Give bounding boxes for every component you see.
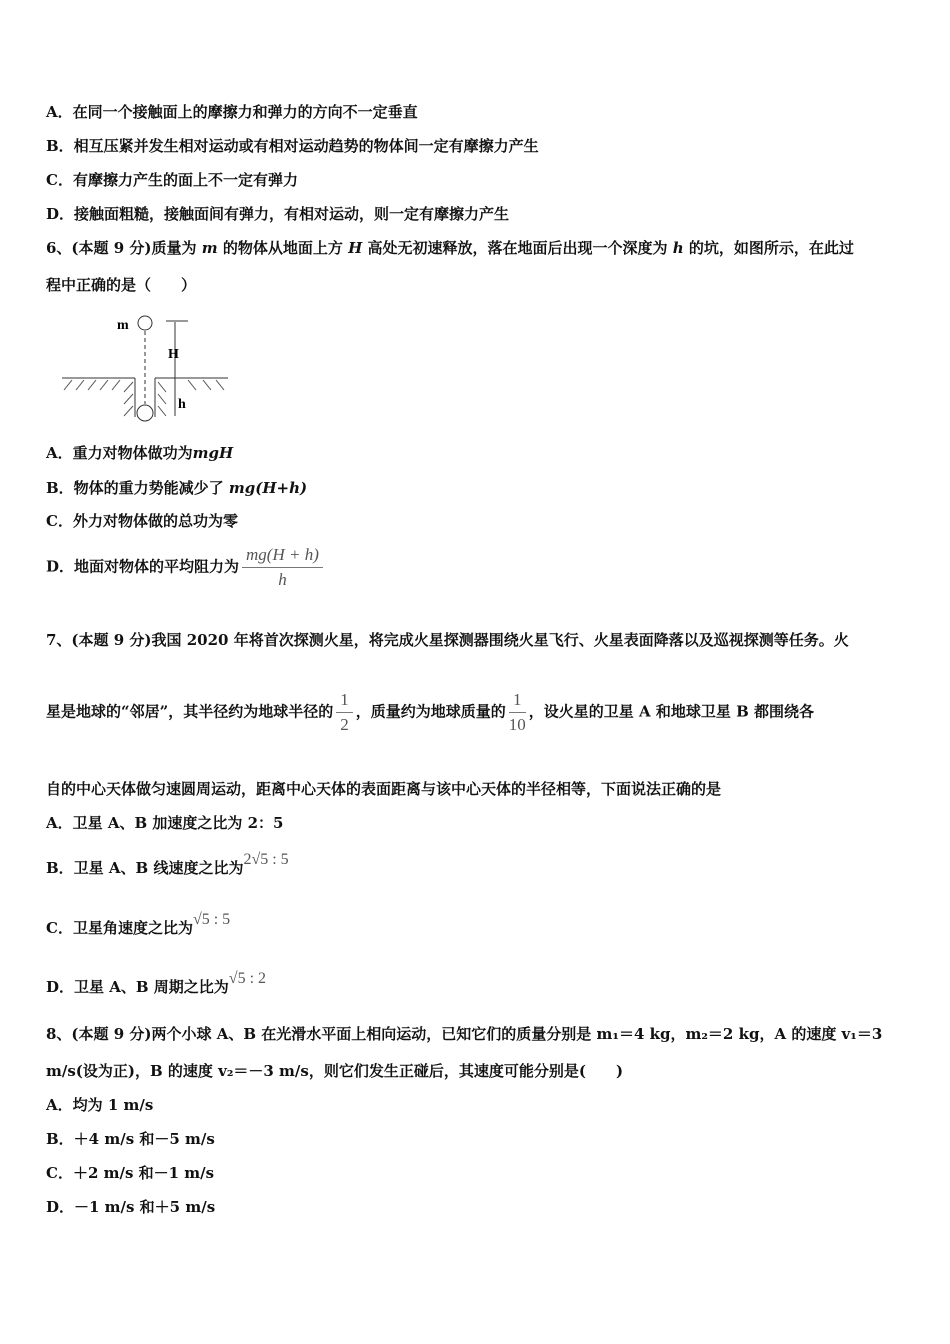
q6-stem-line1 xyxy=(46,238,854,258)
q7-option-b xyxy=(46,851,289,879)
text: 的坑，如图所示，在此过 xyxy=(688,239,854,257)
q8-option-c: C．＋2 m/s 和－1 m/s xyxy=(46,1164,215,1182)
numerator: mg(H + h) xyxy=(242,545,323,568)
expr: √5 : 2 xyxy=(228,970,267,987)
text: 高处无初速释放，落在地面后出现一个深度为 xyxy=(367,239,668,257)
q7-stem-line3: 自的中心天体做匀速圆周运动，距离中心天体的表面距离与该中心天体的半径相等，下面说法正确的是 xyxy=(46,780,722,798)
fraction-half xyxy=(336,690,353,735)
q5-option-a: A．在同一个接触面上的摩擦力和弹力的方向不一定垂直 xyxy=(46,103,418,121)
text: D．卫星 A、B 周期之比为 xyxy=(46,978,229,996)
text: C．卫星角速度之比为 xyxy=(46,919,193,937)
q6-option-d xyxy=(46,545,326,590)
q6-option-c: C．外力对物体做的总功为零 xyxy=(46,512,238,530)
expr: 2√5 : 5 xyxy=(243,851,289,868)
q6-option-a xyxy=(46,443,233,463)
denominator: h xyxy=(278,570,287,589)
q8-option-b: B．＋4 m/s 和－5 m/s xyxy=(46,1130,215,1148)
fraction xyxy=(242,545,323,590)
q8-stem-line2: m/s(设为正)，B 的速度 v₂＝－3 m/s，则它们发生正碰后，其速度可能分别是( ) xyxy=(46,1062,624,1080)
var-m: m xyxy=(201,239,218,257)
denominator: 10 xyxy=(508,715,526,734)
text: B．物体的重力势能减少了 xyxy=(46,479,224,497)
q7-stem-line1: 7、(本题 9 分)我国 2020 年将首次探测火星，将完成火星探测器围绕火星飞行、火星表面降落以及巡视探测等任务。火 xyxy=(46,631,849,649)
q8-option-d: D．－1 m/s 和＋5 m/s xyxy=(46,1198,216,1216)
expr: √5 : 5 xyxy=(192,911,231,928)
fraction-tenth xyxy=(509,690,526,735)
label-m: m xyxy=(117,318,129,333)
q7-option-a: A．卫星 A、B 加速度之比为 2：5 xyxy=(46,814,284,832)
q7-option-c xyxy=(46,911,231,939)
q7-option-d xyxy=(46,970,267,998)
q8-stem-line1: 8、(本题 9 分)两个小球 A、B 在光滑水平面上相向运动，已知它们的质量分别是 m₁＝4 kg，m₂＝2 kg，A 的速度 v₁＝3 xyxy=(46,1025,883,1043)
text: D．地面对物体的平均阻力为 xyxy=(46,557,240,576)
numerator: 1 xyxy=(336,690,353,713)
expr: mg(H+h) xyxy=(228,479,308,497)
label-h: h xyxy=(178,397,186,412)
label-H: H xyxy=(168,347,179,362)
text: 6、(本题 9 分)质量为 xyxy=(46,239,197,257)
var-H: H xyxy=(348,239,363,257)
q6-option-b xyxy=(46,478,307,498)
text: ，设火星的卫星 A 和地球卫星 B 都围绕各 xyxy=(528,702,814,721)
text: 星是地球的“邻居”，其半径约为地球半径的 xyxy=(46,702,334,721)
var-h: h xyxy=(672,239,684,257)
q8-option-a: A．均为 1 m/s xyxy=(46,1096,154,1114)
q5-option-b: B．相互压紧并发生相对运动或有相对运动趋势的物体间一定有摩擦力产生 xyxy=(46,137,539,155)
falling-ball-pit-diagram xyxy=(58,312,238,427)
numerator: 1 xyxy=(509,690,526,713)
text: B．卫星 A、B 线速度之比为 xyxy=(46,859,244,877)
expr: mgH xyxy=(192,444,234,462)
q6-stem-line2: 程中正确的是（ ） xyxy=(46,276,197,294)
q5-option-c: C．有摩擦力产生的面上不一定有弹力 xyxy=(46,171,298,189)
q5-option-d: D．接触面粗糙，接触面间有弹力，有相对运动，则一定有摩擦力产生 xyxy=(46,205,510,223)
text: A．重力对物体做功为 xyxy=(46,444,193,462)
denominator: 2 xyxy=(340,715,349,734)
text: ，质量约为地球质量的 xyxy=(355,702,506,721)
q7-stem-line2 xyxy=(46,690,814,735)
text: 的物体从地面上方 xyxy=(222,239,343,257)
